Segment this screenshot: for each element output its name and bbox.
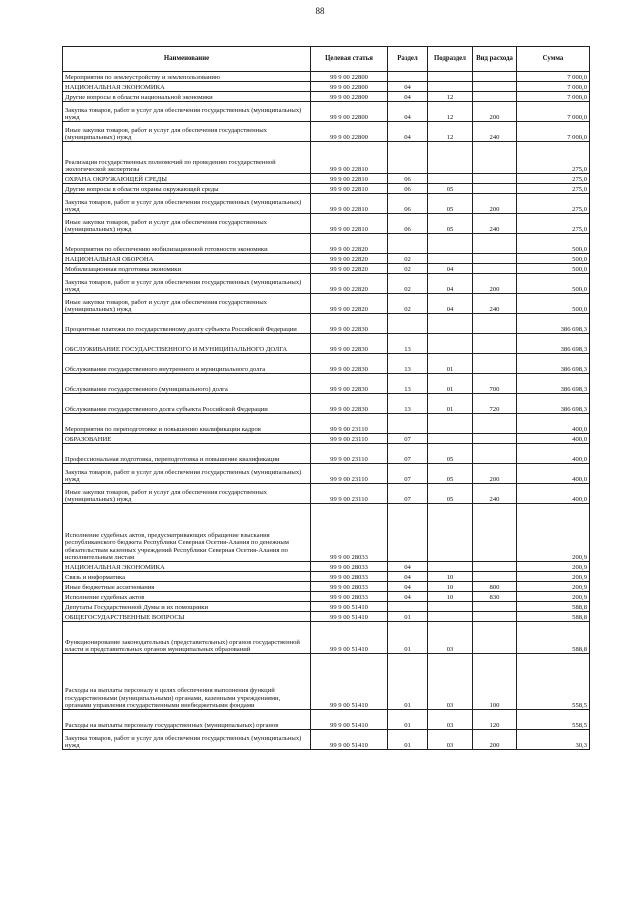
cell-name: Исполнение судебных актов, предусматривающих обращение взыскания республиканского бюджета Республики Северная Осетия-Алания по денежным обязательствам казенных учреждений Республики Северная Осетия-Алания по исполнительным листам — [63, 504, 311, 562]
table-row — [63, 562, 590, 572]
cell-subsection: 04 — [428, 264, 473, 274]
cell-sum: 558,5 — [517, 710, 590, 730]
cell-section: 04 — [388, 572, 428, 582]
cell-sum: 386 698,3 — [517, 354, 590, 374]
cell-expense-type: 120 — [473, 710, 517, 730]
cell-target-code: 99 9 00 22830 — [311, 334, 388, 354]
table-row — [63, 294, 590, 314]
cell-name: Обслуживание государственного (муниципального) долга — [63, 374, 311, 394]
table-row — [63, 102, 590, 122]
table-row — [63, 582, 590, 592]
column-header-name: Наименование — [63, 47, 311, 72]
cell-section: 07 — [388, 434, 428, 444]
cell-subsection: 04 — [428, 274, 473, 294]
cell-section: 01 — [388, 654, 428, 710]
column-header-sum: Сумма — [517, 47, 590, 72]
cell-section — [388, 504, 428, 562]
cell-subsection — [428, 72, 473, 82]
cell-section: 13 — [388, 394, 428, 414]
cell-expense-type: 200 — [473, 102, 517, 122]
cell-target-code: 99 9 00 22830 — [311, 394, 388, 414]
cell-sum: 588,8 — [517, 612, 590, 622]
cell-sum: 275,0 — [517, 194, 590, 214]
cell-target-code: 99 9 00 22800 — [311, 72, 388, 82]
cell-target-code: 99 9 00 22810 — [311, 174, 388, 184]
cell-section: 02 — [388, 254, 428, 264]
cell-expense-type: 240 — [473, 122, 517, 142]
cell-section: 04 — [388, 102, 428, 122]
cell-section — [388, 234, 428, 254]
cell-sum: 7 000,0 — [517, 92, 590, 102]
cell-expense-type — [473, 334, 517, 354]
cell-name: Обслуживание государственного долга субъекта Российской Федерации — [63, 394, 311, 414]
table-header-row — [63, 47, 590, 72]
table-row — [63, 484, 590, 504]
cell-subsection — [428, 82, 473, 92]
cell-target-code: 99 9 00 22820 — [311, 294, 388, 314]
cell-name: Депутаты Государственной Думы и их помощники — [63, 602, 311, 612]
cell-subsection: 05 — [428, 444, 473, 464]
cell-name: Расходы на выплаты персоналу государственных (муниципальных) органов — [63, 710, 311, 730]
cell-name: ОБСЛУЖИВАНИЕ ГОСУДАРСТВЕННОГО И МУНИЦИПАЛЬНОГО ДОЛГА — [63, 334, 311, 354]
cell-subsection: 12 — [428, 102, 473, 122]
cell-expense-type: 830 — [473, 592, 517, 602]
cell-target-code: 99 9 00 22810 — [311, 214, 388, 234]
cell-expense-type — [473, 92, 517, 102]
cell-sum: 200,9 — [517, 592, 590, 602]
cell-expense-type — [473, 414, 517, 434]
cell-name: НАЦИОНАЛЬНАЯ ЭКОНОМИКА — [63, 562, 311, 572]
cell-section: 01 — [388, 622, 428, 654]
column-header-subsection: Подраздел — [428, 47, 473, 72]
cell-expense-type — [473, 602, 517, 612]
table-row — [63, 414, 590, 434]
cell-name: НАЦИОНАЛЬНАЯ ЭКОНОМИКА — [63, 82, 311, 92]
cell-sum: 400,0 — [517, 434, 590, 444]
cell-sum: 7 000,0 — [517, 102, 590, 122]
table-row — [63, 234, 590, 254]
cell-name: Закупка товаров, работ и услуг для обеспечения государственных (муниципальных) нужд — [63, 194, 311, 214]
cell-expense-type — [473, 504, 517, 562]
cell-name: НАЦИОНАЛЬНАЯ ОБОРОНА — [63, 254, 311, 264]
cell-expense-type: 200 — [473, 194, 517, 214]
cell-target-code: 99 9 00 51410 — [311, 654, 388, 710]
cell-subsection — [428, 612, 473, 622]
cell-section: 06 — [388, 184, 428, 194]
cell-sum: 7 000,0 — [517, 82, 590, 92]
cell-expense-type: 700 — [473, 374, 517, 394]
table-row — [63, 254, 590, 264]
cell-target-code: 99 9 00 22830 — [311, 374, 388, 394]
table-row — [63, 334, 590, 354]
cell-name: Иные закупки товаров, работ и услуг для обеспечения государственных (муниципальных) нужд — [63, 294, 311, 314]
cell-expense-type — [473, 234, 517, 254]
cell-expense-type — [473, 572, 517, 582]
cell-target-code: 99 9 00 23110 — [311, 414, 388, 434]
cell-expense-type — [473, 142, 517, 174]
cell-name: Мобилизационная подготовка экономики — [63, 264, 311, 274]
cell-section: 13 — [388, 334, 428, 354]
cell-name: Закупка товаров, работ и услуг для обеспечения государственных (муниципальных) нужд — [63, 464, 311, 484]
table-row — [63, 274, 590, 294]
table-row — [63, 142, 590, 174]
cell-expense-type — [473, 184, 517, 194]
cell-target-code: 99 9 00 23110 — [311, 434, 388, 444]
cell-sum: 500,0 — [517, 264, 590, 274]
cell-expense-type — [473, 354, 517, 374]
table-row — [63, 622, 590, 654]
cell-section: 07 — [388, 464, 428, 484]
cell-expense-type: 240 — [473, 294, 517, 314]
cell-subsection: 01 — [428, 354, 473, 374]
cell-name: Профессиональная подготовка, переподготовка и повышение квалификации — [63, 444, 311, 464]
cell-subsection — [428, 434, 473, 444]
cell-sum: 500,0 — [517, 294, 590, 314]
cell-expense-type — [473, 562, 517, 572]
cell-sum: 275,0 — [517, 214, 590, 234]
cell-name: Реализация государственных полномочий по проведению государственной экологической экспертизы — [63, 142, 311, 174]
cell-section: 04 — [388, 122, 428, 142]
cell-target-code: 99 9 00 28033 — [311, 592, 388, 602]
cell-subsection: 01 — [428, 374, 473, 394]
cell-sum: 558,5 — [517, 654, 590, 710]
cell-section: 02 — [388, 274, 428, 294]
cell-sum: 500,0 — [517, 254, 590, 264]
cell-section — [388, 72, 428, 82]
cell-expense-type — [473, 174, 517, 184]
column-header-section: Раздел — [388, 47, 428, 72]
cell-section: 01 — [388, 730, 428, 750]
cell-target-code: 99 9 00 22800 — [311, 122, 388, 142]
cell-name: Процентные платежи по государственному долгу субъекта Российской Федерации — [63, 314, 311, 334]
cell-target-code: 99 9 00 28033 — [311, 582, 388, 592]
cell-target-code: 99 9 00 22820 — [311, 254, 388, 264]
cell-section: 04 — [388, 92, 428, 102]
cell-sum: 386 698,3 — [517, 314, 590, 334]
cell-subsection: 03 — [428, 654, 473, 710]
cell-target-code: 99 9 00 22820 — [311, 264, 388, 274]
cell-name: ОБРАЗОВАНИЕ — [63, 434, 311, 444]
cell-section: 06 — [388, 174, 428, 184]
cell-section: 06 — [388, 214, 428, 234]
cell-subsection — [428, 174, 473, 184]
cell-name: Закупка товаров, работ и услуг для обеспечения государственных (муниципальных) нужд — [63, 730, 311, 750]
table-row — [63, 194, 590, 214]
table-row — [63, 314, 590, 334]
cell-expense-type — [473, 314, 517, 334]
table-row — [63, 374, 590, 394]
cell-section: 04 — [388, 562, 428, 572]
cell-expense-type: 200 — [473, 464, 517, 484]
cell-subsection: 10 — [428, 572, 473, 582]
cell-target-code: 99 9 00 22820 — [311, 274, 388, 294]
cell-subsection: 10 — [428, 582, 473, 592]
table-row — [63, 434, 590, 444]
cell-name: Мероприятия по обеспечению мобилизационной готовности экономики — [63, 234, 311, 254]
cell-expense-type: 240 — [473, 484, 517, 504]
cell-sum: 275,0 — [517, 142, 590, 174]
cell-target-code: 99 9 00 22810 — [311, 142, 388, 174]
table-row — [63, 444, 590, 464]
cell-expense-type — [473, 72, 517, 82]
cell-expense-type: 200 — [473, 274, 517, 294]
cell-target-code: 99 9 00 51410 — [311, 602, 388, 612]
cell-subsection: 05 — [428, 464, 473, 484]
cell-target-code: 99 9 00 28033 — [311, 572, 388, 582]
cell-target-code: 99 9 00 22810 — [311, 184, 388, 194]
cell-subsection: 03 — [428, 710, 473, 730]
table-row — [63, 92, 590, 102]
table-row — [63, 592, 590, 602]
cell-subsection: 05 — [428, 214, 473, 234]
cell-section: 07 — [388, 484, 428, 504]
cell-expense-type: 720 — [473, 394, 517, 414]
cell-expense-type — [473, 444, 517, 464]
cell-target-code: 99 9 00 22820 — [311, 234, 388, 254]
table-row — [63, 72, 590, 82]
cell-section: 13 — [388, 374, 428, 394]
cell-section: 04 — [388, 82, 428, 92]
cell-name: Другие вопросы в области охраны окружающей среды — [63, 184, 311, 194]
table-row — [63, 710, 590, 730]
cell-subsection — [428, 602, 473, 612]
table-row — [63, 464, 590, 484]
table-row — [63, 612, 590, 622]
cell-sum: 200,9 — [517, 562, 590, 572]
cell-name: Связь и информатика — [63, 572, 311, 582]
column-header-code: Целевая статья — [311, 47, 388, 72]
cell-sum: 400,0 — [517, 414, 590, 434]
cell-name: Иные бюджетные ассигнования — [63, 582, 311, 592]
cell-expense-type: 800 — [473, 582, 517, 592]
table-row — [63, 122, 590, 142]
cell-expense-type — [473, 622, 517, 654]
cell-section — [388, 314, 428, 334]
table-row — [63, 264, 590, 274]
cell-sum: 200,9 — [517, 504, 590, 562]
cell-name: Закупка товаров, работ и услуг для обеспечения государственных (муниципальных) нужд — [63, 274, 311, 294]
cell-sum: 200,9 — [517, 572, 590, 582]
cell-section: 07 — [388, 444, 428, 464]
cell-name: Мероприятия по землеустройству и землепользованию — [63, 72, 311, 82]
cell-sum: 30,3 — [517, 730, 590, 750]
cell-target-code: 99 9 00 28033 — [311, 562, 388, 572]
cell-sum: 400,0 — [517, 484, 590, 504]
cell-expense-type — [473, 612, 517, 622]
cell-subsection: 04 — [428, 294, 473, 314]
cell-target-code: 99 9 00 51410 — [311, 622, 388, 654]
cell-target-code: 99 9 00 51410 — [311, 612, 388, 622]
cell-target-code: 99 9 00 22800 — [311, 102, 388, 122]
cell-name: ОБЩЕГОСУДАРСТВЕННЫЕ ВОПРОСЫ — [63, 612, 311, 622]
cell-target-code: 99 9 00 22810 — [311, 194, 388, 214]
cell-sum: 275,0 — [517, 184, 590, 194]
cell-section — [388, 142, 428, 174]
cell-sum: 386 698,3 — [517, 374, 590, 394]
cell-subsection — [428, 504, 473, 562]
cell-sum: 588,8 — [517, 622, 590, 654]
cell-subsection: 05 — [428, 194, 473, 214]
cell-section: 01 — [388, 612, 428, 622]
cell-sum: 500,0 — [517, 274, 590, 294]
cell-target-code: 99 9 00 23110 — [311, 464, 388, 484]
cell-name: Иные закупки товаров, работ и услуг для обеспечения государственных (муниципальных) нужд — [63, 122, 311, 142]
table-row — [63, 354, 590, 374]
cell-sum: 400,0 — [517, 444, 590, 464]
cell-name: Исполнение судебных актов — [63, 592, 311, 602]
cell-sum: 400,0 — [517, 464, 590, 484]
cell-sum: 275,0 — [517, 174, 590, 184]
cell-section — [388, 414, 428, 434]
cell-expense-type: 240 — [473, 214, 517, 234]
cell-target-code: 99 9 00 22800 — [311, 82, 388, 92]
cell-section: 13 — [388, 354, 428, 374]
cell-target-code: 99 9 00 51410 — [311, 730, 388, 750]
cell-section — [388, 602, 428, 612]
cell-section: 04 — [388, 592, 428, 602]
table-row — [63, 214, 590, 234]
column-header-expense-type: Вид расхода — [473, 47, 517, 72]
cell-subsection — [428, 142, 473, 174]
cell-target-code: 99 9 00 28033 — [311, 504, 388, 562]
cell-name: Расходы на выплаты персоналу в целях обеспечения выполнения функций государственными (муниципальными) органами, казенными учреждениями, органами управления государственными внебюджетными фондами — [63, 654, 311, 710]
table-row — [63, 602, 590, 612]
cell-name: Иные закупки товаров, работ и услуг для обеспечения государственных (муниципальных) нужд — [63, 484, 311, 504]
cell-sum: 500,0 — [517, 234, 590, 254]
cell-target-code: 99 9 00 22830 — [311, 314, 388, 334]
cell-expense-type — [473, 434, 517, 444]
budget-table — [62, 46, 590, 750]
cell-section: 02 — [388, 264, 428, 274]
cell-subsection — [428, 562, 473, 572]
cell-section: 01 — [388, 710, 428, 730]
cell-name: Мероприятия по переподготовке и повышению квалификации кадров — [63, 414, 311, 434]
cell-target-code: 99 9 00 22830 — [311, 354, 388, 374]
cell-name: Функционирование законодательных (представительных) органов государственной власти и представительных органов муниципальных образований — [63, 622, 311, 654]
cell-sum: 588,8 — [517, 602, 590, 612]
table-row — [63, 184, 590, 194]
cell-expense-type — [473, 82, 517, 92]
table-row — [63, 572, 590, 582]
cell-sum: 386 698,3 — [517, 394, 590, 414]
cell-section: 02 — [388, 294, 428, 314]
cell-subsection: 03 — [428, 622, 473, 654]
cell-subsection — [428, 314, 473, 334]
cell-section: 04 — [388, 582, 428, 592]
cell-name: ОХРАНА ОКРУЖАЮЩЕЙ СРЕДЫ — [63, 174, 311, 184]
cell-subsection — [428, 334, 473, 354]
cell-expense-type — [473, 254, 517, 264]
cell-sum: 200,9 — [517, 582, 590, 592]
cell-subsection: 12 — [428, 122, 473, 142]
table-row — [63, 654, 590, 710]
cell-section: 06 — [388, 194, 428, 214]
cell-name: Обслуживание государственного внутреннего и муниципального долга — [63, 354, 311, 374]
cell-target-code: 99 9 00 22800 — [311, 92, 388, 102]
table-row — [63, 394, 590, 414]
cell-target-code: 99 9 00 23110 — [311, 484, 388, 504]
cell-subsection: 12 — [428, 92, 473, 102]
table-row — [63, 730, 590, 750]
cell-name: Иные закупки товаров, работ и услуг для обеспечения государственных (муниципальных) нужд — [63, 214, 311, 234]
cell-target-code: 99 9 00 51410 — [311, 710, 388, 730]
cell-sum: 7 000,0 — [517, 122, 590, 142]
cell-subsection: 03 — [428, 730, 473, 750]
table-row — [63, 174, 590, 184]
cell-subsection — [428, 414, 473, 434]
cell-name: Другие вопросы в области национальной экономики — [63, 92, 311, 102]
cell-subsection: 10 — [428, 592, 473, 602]
cell-subsection: 05 — [428, 484, 473, 504]
cell-expense-type — [473, 264, 517, 274]
cell-subsection — [428, 254, 473, 264]
table-row — [63, 82, 590, 92]
cell-sum: 386 698,3 — [517, 334, 590, 354]
table-row — [63, 504, 590, 562]
cell-name: Закупка товаров, работ и услуг для обеспечения государственных (муниципальных) нужд — [63, 102, 311, 122]
cell-expense-type: 200 — [473, 730, 517, 750]
page-number: 88 — [315, 6, 325, 16]
cell-expense-type: 100 — [473, 654, 517, 710]
cell-sum: 7 000,0 — [517, 72, 590, 82]
cell-subsection: 01 — [428, 394, 473, 414]
cell-target-code: 99 9 00 23110 — [311, 444, 388, 464]
cell-subsection — [428, 234, 473, 254]
cell-subsection: 05 — [428, 184, 473, 194]
